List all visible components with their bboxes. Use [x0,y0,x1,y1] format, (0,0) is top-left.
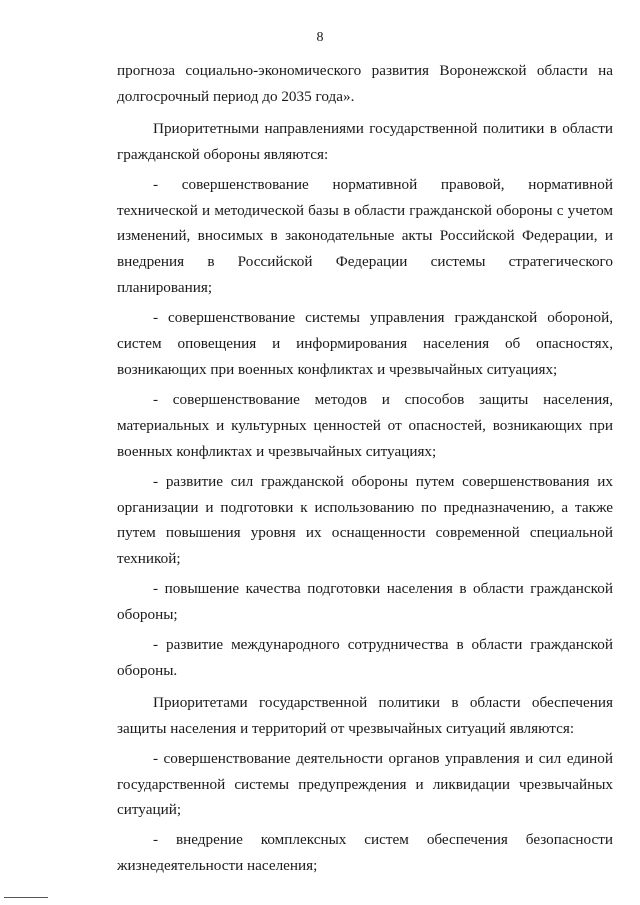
list-item: - внедрение комплексных систем обеспечения безопасности жизнедеятельности населения; [117,831,613,875]
list-item: - совершенствование методов и способов защиты населения, материальных и культурных ценностей от опасностей, возникающих при военных конфликтах и чрезвычайных ситуациях; [117,390,613,460]
paragraph-continuation: прогноза социально-экономического развития Воронежской области на долгосрочный период до 2035 года». [117,62,613,105]
list-item: - совершенствование нормативной правовой, нормативной технической и методической базы в области гражданской обороны с учетом изменений, вносимых в законодательные акты Российской Федерации, и внедрения в Российской Федерации системы стратегического планирования; [117,175,613,297]
scan-edge-mark [4,897,48,898]
document-body [117,58,613,879]
paragraph-civil-defense-intro: Приоритетными направлениями государственной политики в области гражданской обороны являются: [117,119,613,163]
list-item: - повышение качества подготовки населения в области гражданской обороны; [117,580,613,624]
list-item: - развитие сил гражданской обороны путем совершенствования их организации и подготовки к использованию по предназначению, а также путем повышения уровня их оснащенности современной специальной техникой; [117,472,613,568]
list-item: - совершенствование деятельности органов управления и сил единой государственной системы предупреждения и ликвидации чрезвычайных ситуаций; [117,749,613,819]
paragraph-emergency-intro: Приоритетами государственной политики в области обеспечения защиты населения и территорий от чрезвычайных ситуаций являются: [117,693,613,737]
list-item: - совершенствование системы управления гражданской обороной, систем оповещения и информирования населения об опасностях, возникающих при военных конфликтах и чрезвычайных ситуациях; [117,309,613,378]
page-number: 8 [316,30,324,45]
list-item: - развитие международного сотрудничества в области гражданской обороны. [117,636,613,679]
